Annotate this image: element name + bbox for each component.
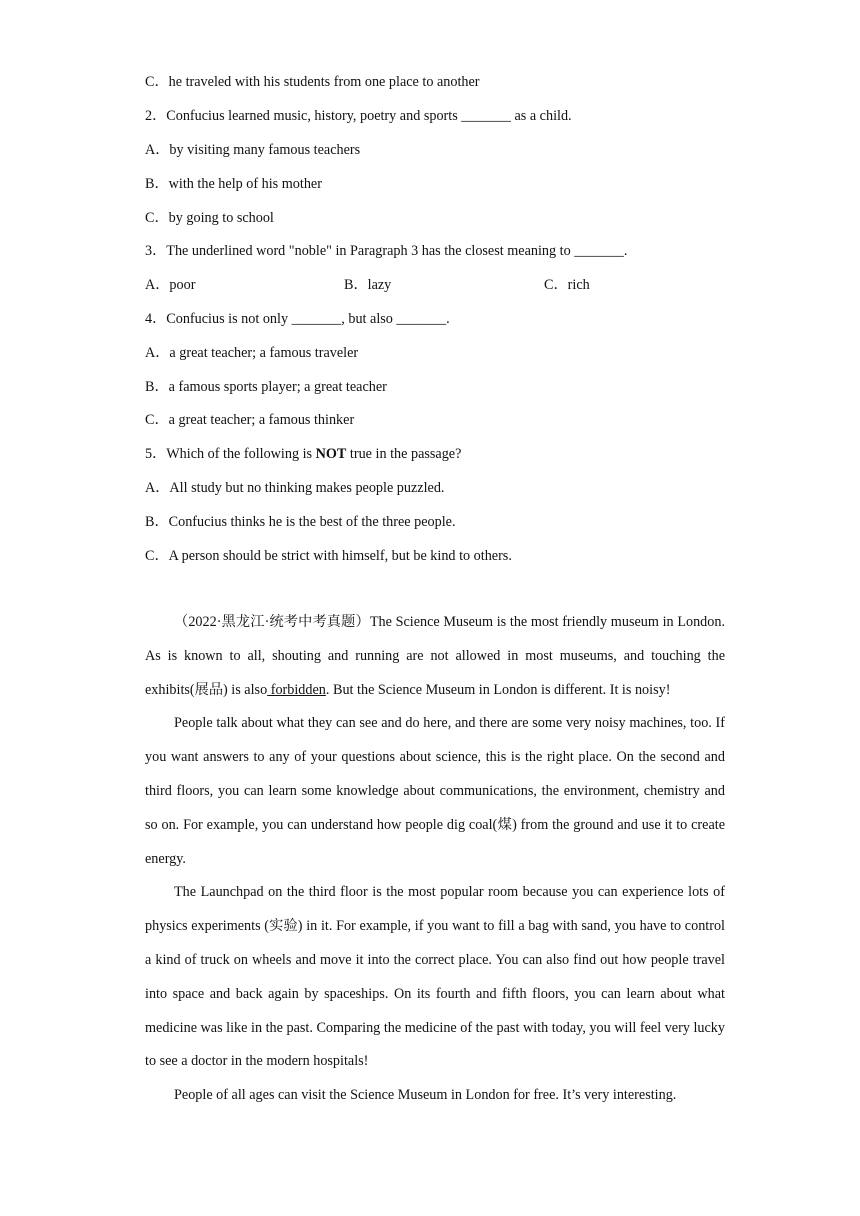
question-5-option-c: C．A person should be strict with himself, but be kind to others. (145, 548, 512, 564)
underlined-word-forbidden: forbidden (267, 681, 326, 698)
reading-passage (145, 606, 725, 1113)
passage-paragraph-4: People of all ages can visit the Science Museum in London for free. It’s very interesting. (174, 1087, 677, 1104)
passage-p1-after: . But the Science Museum in London is different. It is noisy! (325, 681, 671, 698)
question-3-option-c: C．rich (544, 277, 590, 293)
question-5-option-a: A．All study but no thinking makes people puzzled. (145, 480, 445, 496)
question-4-option-c: C．a great teacher; a famous thinker (145, 412, 355, 428)
question-5-stem-after: true in the passage? (346, 446, 462, 462)
passage-paragraph-3: The Launchpad on the third floor is the most popular room because you can experience lots of physics experiments (实验) in it. For example, if you want to fill a bag with sand, you have to control a kind of truck on wheels and move it into the correct place. You can also find out how people travel into space and back again by spaceships. On its fourth and fifth floors, you can learn about what medicine was like in the past. Comparing the medicine of the past with today, you will feel very lucky to see a doctor in the modern hospitals! (145, 884, 725, 1070)
question-3-option-a: A．poor (145, 277, 196, 293)
question-2-stem: 2．Confucius learned music, history, poetry and sports _______ as a child. (145, 108, 572, 124)
question-5-stem-before: 5．Which of the following is (145, 446, 316, 462)
question-4-option-a: A．a great teacher; a famous traveler (145, 345, 359, 361)
question-5-stem-bold: NOT (315, 446, 347, 462)
passage-p1-before: （2022·黑龙江·统考中考真题）The Science Museum is the most friendly museum in London. As is known to all, shouting and running are not allowed in most museums, and touching the exhibits(展品) is also (145, 614, 725, 698)
question-3-stem: 3．The underlined word "noble" in Paragraph 3 has the closest meaning to _______. (145, 243, 628, 259)
question-3-option-b: B．lazy (344, 277, 392, 293)
question-4-option-b: B．a famous sports player; a great teacher (145, 379, 387, 395)
question-5-stem (145, 444, 461, 464)
question-1-option-c: C．he traveled with his students from one place to another (145, 74, 480, 90)
question-2-option-a: A．by visiting many famous teachers (145, 142, 361, 158)
question-5-option-b: B．Confucius thinks he is the best of the three people. (145, 514, 456, 530)
passage-paragraph-1 (145, 606, 725, 707)
question-2-option-b: B．with the help of his mother (145, 176, 322, 192)
passage-paragraph-2: People talk about what they can see and do here, and there are some very noisy machines, too. If you want answers to any of your questions about science, this is the right place. On the second and third floors, you can learn some knowledge about communications, the environment, chemistry and so on. For example, you can understand how people dig coal(煤) from the ground and use it to create energy. (145, 715, 725, 867)
question-2-option-c: C．by going to school (145, 210, 274, 226)
question-4-stem: 4．Confucius is not only _______, but also _______. (145, 311, 450, 327)
